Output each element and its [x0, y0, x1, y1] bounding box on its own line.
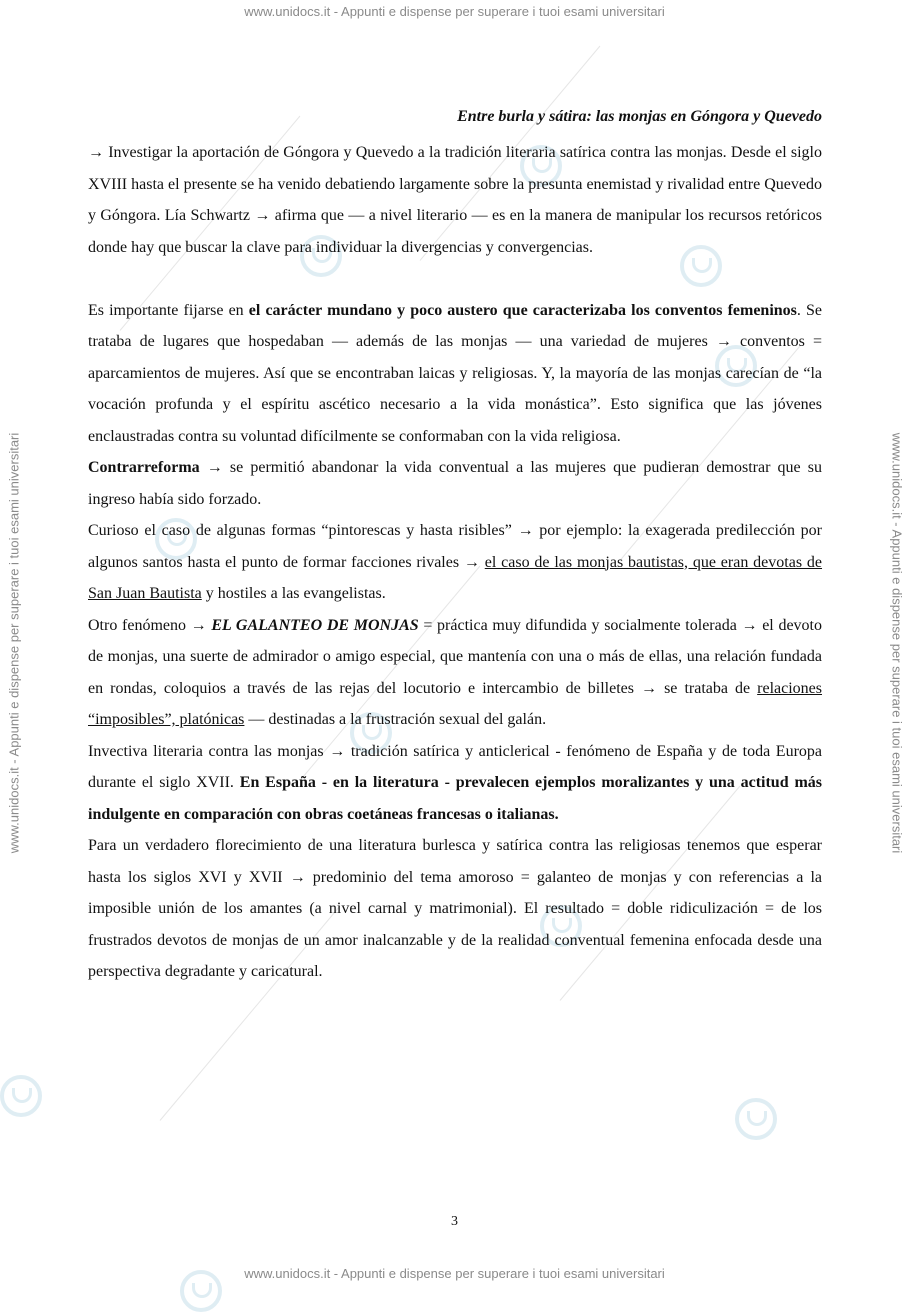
text: = práctica muy difundida y socialmente tolerada → el devoto de monjas, una suerte de admirador o amigo especial, que mantenía con una o más de ellas, una relación fundada en rondas, coloquios a través de las rejas del locutorio e intercambio de billetes → se trataba de [88, 616, 822, 697]
text: Otro fenómeno → [88, 616, 212, 634]
unidocs-logo-icon [735, 1098, 777, 1140]
unidocs-logo-icon [180, 1270, 222, 1312]
bold-text: el carácter mundano y poco austero que caracterizaba los conventos femeninos [248, 301, 797, 319]
text: Es importante fijarse en [88, 301, 249, 319]
watermark-bottom: www.unidocs.it - Appunti e dispense per superare i tuoi esami universitari [244, 1266, 665, 1281]
page-number: 3 [451, 1214, 458, 1229]
paragraph-florecimiento: Para un verdadero florecimiento de una literatura burlesca y satírica contra las religiosas tenemos que esperar hasta los siglos XVI y XVII → predominio del tema amoroso = galanteo de monjas y con referencias a la imposible unión de los amantes (a nivel carnal y matrimonial). El resultado = doble ridiculización = de los frustrados devotos de monjas de un amor inalcanzable y de la realidad conventual femenina enfocada desde una perspectiva degradante y caricatural. [88, 837, 822, 980]
underlined-text: el caso de las monjas bautistas, que eran devotas de San Juan Bautista [88, 553, 823, 602]
paragraph-intro: → Investigar la aportación de Góngora y Quevedo a la tradición literaria satírica contra las monjas. Desde el siglo XVIII hasta el presente se ha venido debatiendo largamente sobre la presunta enemistad y rivalidad entre Quevedo y Góngora. Lía Schwartz → afirma que — a nivel literario — es en la manera de manipular los recursos retóricos donde hay que buscar la clave para individuar la divergencias y convergencias. [88, 144, 822, 256]
text: y hostiles a las evangelistas. [201, 585, 386, 602]
text: — destinadas a la frustración sexual del galán. [244, 711, 547, 728]
text: → se permitió abandonar la vida conventual a las mujeres que pudieran demostrar que su ingreso había sido forzado. [88, 459, 822, 508]
paragraph-invectiva [88, 736, 822, 831]
paragraph-curioso [88, 515, 822, 610]
document-body [88, 137, 822, 988]
paragraph-galanteo [88, 610, 822, 736]
document-title: Entre burla y sátira: las monjas en Góngora y Quevedo [457, 108, 822, 125]
text: Curioso el caso de algunas formas “pintorescas y hasta risibles” → por ejemplo: la exagerada predilección por algunos santos hasta el punto de formar facciones rivales → [88, 522, 822, 571]
paragraph-conventos [88, 295, 822, 453]
paragraph-contrarreforma [88, 452, 822, 515]
underlined-text: relaciones “imposibles”, platónicas [88, 679, 822, 728]
bold-text: En España - en la literatura - prevalecen ejemplos moralizantes y una actitud más indulgente en comparación con obras coetáneas francesas o italianas. [88, 774, 822, 823]
unidocs-logo-icon [0, 1075, 42, 1117]
bold-italic-text: EL GALANTEO DE MONJAS [211, 616, 419, 634]
bold-text: Contrarreforma [88, 459, 200, 476]
watermark-left: www.unidocs.it - Appunti e dispense per superare i tuoi esami universitari [6, 432, 22, 854]
text: . Se trataba de lugares que hospedaban — además de las monjas — una variedad de mujeres → conventos = aparcamientos de mujeres. Así que se encontraban laicas y religiosas. Y, la mayoría de las monjas carecían de “la vocación profunda y el espíritu ascético necesario a la vida monástica”. Esto significa que las jóvenes enclaustradas contra su voluntad difícilmente se conformaban con la vida religiosa. [88, 301, 823, 445]
watermark-top: www.unidocs.it - Appunti e dispense per superare i tuoi esami universitari [244, 4, 665, 19]
watermark-right: www.unidocs.it - Appunti e dispense per superare i tuoi esami universitari [889, 432, 905, 854]
text: Invectiva literaria contra las monjas → tradición satírica y anticlerical - fenómeno de España y de toda Europa durante el siglo XVII. [88, 742, 822, 791]
